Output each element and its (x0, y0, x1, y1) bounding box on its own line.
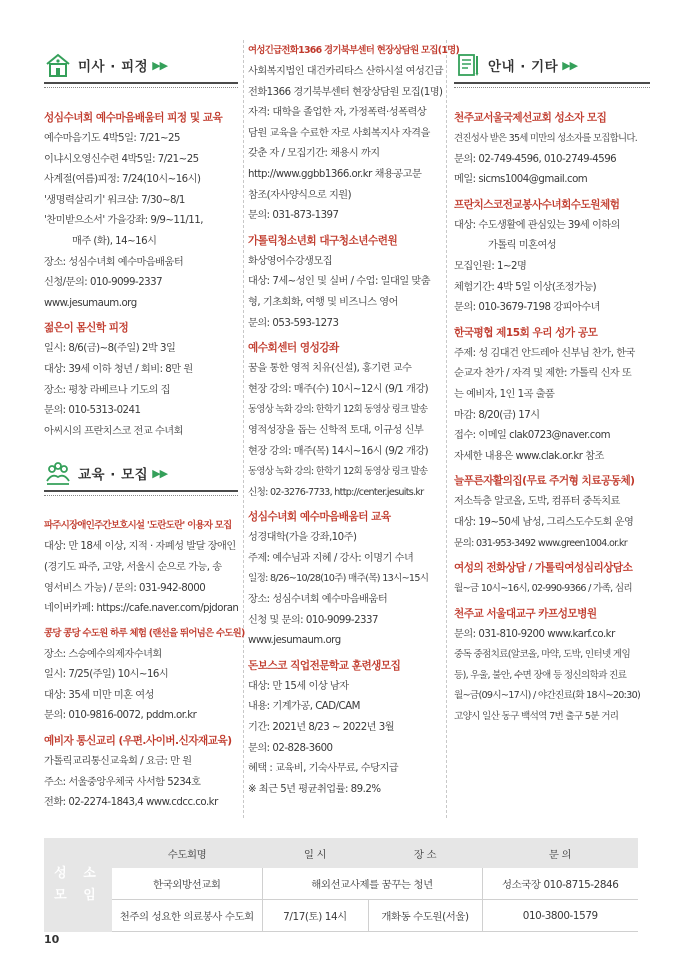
notice-line: 화상영어수강생모집 (248, 255, 333, 267)
notice-line: 중독 중점치료(알코올, 마약, 도박, 인터넷 게임 (454, 649, 631, 661)
notice-line: 담원 교육을 수료한 자로 사회복지사 자격을 (248, 127, 430, 139)
section-title: 안내 · 기타 (488, 59, 559, 75)
notice-line: 문의: 010-5313-0241 (44, 405, 141, 417)
notice-line: 성경대학(가을 강좌,10주) (248, 532, 357, 544)
notice-line: 장소: 성심수녀회 예수마음배움터 (248, 594, 388, 606)
table-cell: 개화동 수도원(서울) (368, 900, 482, 932)
church-icon (44, 51, 72, 79)
section-header-mass (44, 40, 238, 90)
page-number: 10 (44, 933, 60, 946)
notice-line: 고양시 일산 동구 백석역 7번 출구 5분 거리 (454, 711, 619, 723)
notice-line: '찬미받으소서' 가을강좌: 9/9~11/11, (44, 215, 203, 227)
notice-line: 꿈을 통한 영적 치유(신설), 홍기련 교수 (248, 363, 412, 375)
notice-line: 이냐시오영신수련 4박5일: 7/21~25 (44, 153, 199, 165)
notice-title: 콩당 콩당 수도원 하루 체험 (랜선을 뛰어넘은 수도원) (44, 627, 245, 639)
table-cell: 010-3800-1579 (482, 900, 638, 932)
notice-title: 성심수녀회 예수마음배움터 교육 (248, 511, 391, 524)
notice-line: 대상: 수도생활에 관심있는 39세 이하의 (454, 219, 620, 231)
notice-line: 대상: 만 15세 이상 남자 (248, 680, 349, 692)
notice-line: 동영상 녹화 강의: 한학기 12회 동영상 링크 발송 (248, 466, 428, 478)
notice-line: 장소: 평창 라베르나 기도의 집 (44, 384, 170, 396)
notice-line: 예수마음기도 4박5일: 7/21~25 (44, 133, 180, 144)
notice-line: 일시: 8/6(금)~8(주일) 2박 3일 (44, 343, 176, 355)
notice-line: 전화: 02-2274-1843,4 www.cdcc.co.kr (44, 797, 218, 809)
table-header-cell: 수도회명 (112, 838, 262, 868)
notice-title: 예수회센터 영성강좌 (248, 342, 339, 355)
notice-line: 참조(자사양식으로 지원) (248, 189, 352, 201)
column-right (454, 40, 650, 728)
vocation-meetings-table (44, 838, 638, 932)
notice-line: 장소: 성심수녀회 예수마음배움터 (44, 256, 184, 268)
notice-line: 사계절(여름)피정: 7/24(10시~16시) (44, 174, 201, 186)
notice-line: 가톨릭교리통신교육회 / 요금: 만 원 (44, 756, 192, 768)
notice-line: 접수: 이메일 clak0723@naver.com (454, 430, 611, 442)
section-header-education (44, 448, 238, 498)
notice-title: 가톨릭청소년회 대구청소년수련원 (248, 234, 398, 247)
notice-line: 현장 강의: 매주(목) 14시~16시 (9/2 개강) (248, 445, 429, 457)
notice-line: 가톨릭 미혼여성 (488, 240, 557, 252)
section-title: 미사 · 피정 (78, 59, 149, 75)
notice-line: 기간: 2021년 8/23 ~ 2022년 3월 (248, 722, 395, 734)
notice-line: 사회복지법인 대건카리타스 산하시설 여성긴급 (248, 66, 444, 77)
notice-line: 주제: 예수님과 지혜 / 강사: 이명기 수녀 (248, 552, 414, 564)
notice-line: 신청 및 문의: 010-9099-2337 (248, 614, 379, 626)
notice-line: 월~금(09시~17시) / 야간진료(화 18시~20:30) (454, 690, 641, 702)
notice-line: 문의: 02-828-3600 (248, 742, 333, 754)
notice-line: 영서비스 가능) / 문의: 031-942-8000 (44, 582, 206, 594)
notice-title: 늘푸른자활의집(무료 주거형 치료공동체) (454, 475, 635, 488)
notice-line: 저소득층 알코올, 도박, 컴퓨터 중독치료 (454, 496, 620, 508)
notice-line: 신청: 02-3276-7733, http://center.jesuits.kr (248, 486, 424, 498)
notice-line: 문의: 031-873-1397 (248, 210, 339, 222)
notice-line: 등), 우울, 불안, 수면 장애 등 정신의학과 진료 (454, 669, 627, 681)
notice-line: 자격: 대학을 졸업한 자, 가정폭력·성폭력상 (248, 107, 427, 119)
table-cell: 성소국장 010-8715-2846 (482, 868, 638, 900)
notice-line: 신청/문의: 010-9099-2337 (44, 277, 163, 289)
notice-line: 모집인원: 1~2명 (454, 260, 527, 272)
notice-link[interactable]: www.jesumaum.org (44, 297, 137, 309)
notepad-icon (454, 51, 482, 79)
section-title: 교육 · 모집 (78, 467, 149, 484)
notice-line: 갖춘 자 / 모집기간: 채용시 까지 (248, 148, 380, 160)
section-arrows: ▶▶ (562, 58, 578, 72)
notice-title: 천주교 서울대교구 카프성모병원 (454, 607, 597, 620)
notice-line: ※ 최근 5년 평균취업률: 89.2% (248, 783, 381, 795)
notice-line: 문의: 031-810-9200 www.karf.co.kr (454, 628, 615, 640)
table-header-cell: 일 시 (262, 838, 368, 868)
notice-line: 장소: 스승예수의제자수녀회 (44, 648, 162, 660)
notice-line: 대상: 39세 이하 청년 / 회비: 8만 원 (44, 363, 193, 375)
section-header-info (454, 40, 650, 90)
notice-link[interactable]: www.jesumaum.org (248, 635, 341, 647)
notice-line: 문의: 010-3679-7198 강피아수녀 (454, 302, 600, 314)
notice-line: 순교자 찬가 / 자격 및 제한: 가톨릭 신자 또 (454, 368, 632, 380)
notice-link[interactable]: 메일: sicms1004@gmail.com (454, 174, 588, 186)
table-row (44, 868, 638, 900)
table-cell: 한국외방선교회 (112, 868, 262, 900)
notice-line: 문의: 031-953-3492 www.green1004.or.kr (454, 537, 627, 549)
table-cell: 해외선교사제를 꿈꾸는 청년 (262, 868, 482, 900)
notice-title: 돈보스코 직업전문학교 훈련생모집 (248, 659, 401, 672)
notice-link[interactable]: http://www.ggbb1366.or.kr 채용공고문 (248, 168, 422, 180)
notice-title: 성심수녀회 예수마음배움터 피정 및 교육 (44, 112, 223, 124)
section-arrows: ▶▶ (152, 466, 168, 480)
table-header-cell: 장 소 (368, 838, 482, 868)
notice-title: 예비자 통신교리 (우편.사이버.신자재교육) (44, 735, 232, 748)
section-arrows: ▶▶ (152, 58, 168, 72)
notice-line: 대상: 7세~성인 및 실버 / 수업: 일대일 맞춤 (248, 276, 431, 288)
notice-line: 대상: 35세 미만 미혼 여성 (44, 689, 154, 701)
table-header-row (44, 838, 638, 868)
notice-line: 일정: 8/26~10/28(10주) 매주(목) 13시~15시 (248, 573, 429, 585)
notice-line: (경기도 파주, 고양, 서울시 순으로 가능, 송 (44, 561, 222, 573)
notice-line: 는 예비자, 1인 1곡 출품 (454, 388, 555, 400)
table-header-cell: 문 의 (482, 838, 638, 868)
notice-line: '생명력살리기' 워크샵: 7/30~8/1 (44, 194, 185, 206)
notice-title: 젊은이 몸신학 피정 (44, 322, 129, 335)
notice-line: 문의: 053-593-1273 (248, 317, 339, 329)
notice-line: 자세한 내용은 www.clak.or.kr 참조 (454, 450, 604, 462)
notice-title: 한국평협 제15회 우리 성가 공모 (454, 326, 598, 339)
notice-line: 체험기간: 4박 5일 이상(조정가능) (454, 281, 597, 293)
notice-line: 아씨시의 프란치스코 전교 수녀회 (44, 425, 183, 437)
notice-line: 전화1366 경기북부센터 현장상담원 모집(1명) (248, 86, 443, 98)
notice-title: 여성의 전화상담 / 가톨릭여성심리상담소 (454, 562, 633, 575)
notice-line: 내용: 기계가공, CAD/CAM (248, 701, 360, 713)
notice-line: 동영상 녹화 강의: 한학기 12회 동영상 링크 발송 (248, 404, 428, 416)
notice-line: 대상: 만 18세 이상, 지적 · 자폐성 발달 장애인 (44, 541, 236, 553)
notice-line: 월~금 10시~16시, 02-990-9366 / 가족, 심리 (454, 583, 632, 595)
column-middle (248, 40, 460, 800)
notice-line: 매주 (화), 14~16시 (72, 235, 157, 247)
notice-line: 영적성장을 돕는 신학적 토대, 이규성 신부 (248, 424, 424, 436)
notice-title: 천주교서울국제선교회 성소자 모집 (454, 112, 607, 124)
notice-title: 여성긴급전화1366 경기북부센터 현장상담원 모집(1명) (248, 45, 460, 56)
table-cell: 7/17(토) 14시 (262, 900, 368, 932)
notice-line: 형, 기초회화, 여행 및 비즈니스 영어 (248, 296, 398, 308)
notice-line: 문의: 02-749-4596, 010-2749-4596 (454, 153, 617, 165)
people-icon (44, 459, 72, 487)
notice-link[interactable]: 네이버카페: https://cafe.naver.com/pjdoran (44, 603, 239, 615)
notice-line: 현장 강의: 매주(수) 10시~12시 (9/1 개강) (248, 383, 429, 395)
column-left (44, 40, 245, 814)
notice-line: 문의: 010-9816-0072, pddm.or.kr (44, 710, 197, 722)
notice-line: 주소: 서울중앙우체국 사서함 5234호 (44, 776, 201, 788)
notice-title: 프란치스코전교봉사수녀회수도원체험 (454, 198, 620, 211)
table-cell: 천주의 성요한 의료봉사 수도회 (112, 900, 262, 932)
notice-line: 일시: 7/25(주일) 10시~16시 (44, 669, 169, 681)
notice-line: 혜택 : 교육비, 기숙사무료, 수당지급 (248, 763, 399, 775)
notice-title: 파주시장애인주간보호시설 '도란도란' 이용자 모집 (44, 520, 232, 532)
notice-line: 주제: 성 김대건 안드레아 신부님 찬가, 한국 (454, 347, 635, 359)
notice-line: 견진성사 받은 35세 미만의 성소자를 모집합니다. (454, 133, 637, 144)
table-row (44, 900, 638, 932)
table-label: 성 소 모 임 (44, 838, 112, 932)
notice-line: 대상: 19~50세 남성, 그리스도수도회 운영 (454, 516, 634, 528)
notice-line: 마감: 8/20(금) 17시 (454, 409, 540, 421)
